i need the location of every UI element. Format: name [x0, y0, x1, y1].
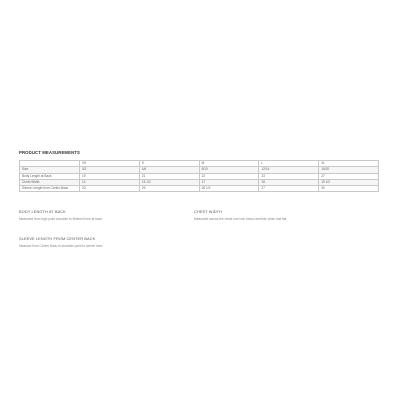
table-cell: 21 — [139, 173, 199, 179]
table-cell: 0/2 — [80, 167, 140, 173]
row-label: Body Length at Back — [20, 173, 80, 179]
table-cell: 27 — [259, 186, 319, 192]
table-cell: 22 — [199, 173, 259, 179]
note-title: SLEEVE LENGTH FROM CENTER BACK — [19, 236, 96, 241]
table-cell: 27 — [319, 173, 379, 179]
note-title: BODY LENGTH AT BACK — [19, 209, 66, 214]
table-cell: 26 1/2 — [199, 186, 259, 192]
header-cell: S — [139, 161, 199, 167]
table-row — [20, 186, 379, 192]
table-cell: 19 — [80, 173, 140, 179]
measurements-table — [19, 160, 379, 192]
header-cell: M — [199, 161, 259, 167]
table-cell: 16/20 — [319, 167, 379, 173]
table-cell: 30 — [319, 186, 379, 192]
section-title: PRODUCT MEASUREMENTS — [19, 150, 80, 155]
row-label: Chest Width — [20, 179, 80, 185]
note-text: Measured from high point shoulder to finished hem at back. — [19, 217, 103, 221]
table-cell: 4/6 — [139, 167, 199, 173]
row-label: Size — [20, 167, 80, 173]
header-cell: XL — [319, 161, 379, 167]
table-cell: 23 — [259, 173, 319, 179]
table-cell: 18 — [259, 179, 319, 185]
note-title: CHEST WIDTH — [194, 209, 223, 214]
note-body-length — [19, 209, 194, 221]
table-cell: 23 — [80, 186, 140, 192]
table-cell: 17 — [199, 179, 259, 185]
table-cell: 14 — [80, 179, 140, 185]
table-cell: 19 1/2 — [319, 179, 379, 185]
header-cell: L — [259, 161, 319, 167]
note-chest-width — [194, 209, 369, 221]
table-cell: 12/14 — [259, 167, 319, 173]
table-cell: 8/10 — [199, 167, 259, 173]
table-cell: 15 1/2 — [139, 179, 199, 185]
table-cell: 25 — [139, 186, 199, 192]
row-label: Sleeve Length from Center Back — [20, 186, 80, 192]
note-sleeve-length — [19, 236, 194, 248]
note-text: Measured across the chest one inch below armhole when laid flat. — [194, 217, 288, 221]
note-text: Measure from Center Back to shoulder point to sleeve hem. — [19, 244, 104, 248]
header-cell: XS — [80, 161, 140, 167]
